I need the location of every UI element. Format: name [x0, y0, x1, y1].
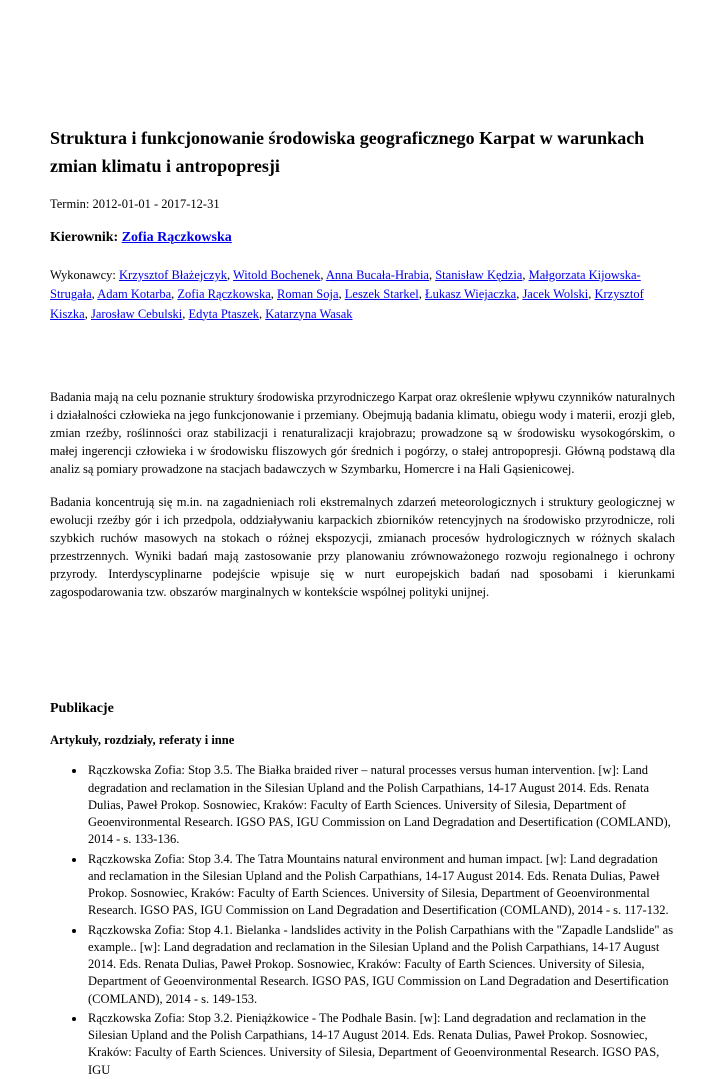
wykonawca-link[interactable]: Anna Bucała-Hrabia: [325, 267, 429, 282]
kierownik-link[interactable]: Zofia Rączkowska: [121, 229, 232, 245]
publication-item: • Rączkowska Zofia: Stop 4.1. Bielanka - landslides activity in the Polish Carpathians with the "Zapadle Landslide" as example.. [w]: Land degradation and reclamation in the Silesian Upland and the Polish Carpathians, 14-17 August 2014. Eds. Renata Dulias, Paweł Prokop. Sosnowiec, Kraków: Faculty of Earth Sciences. University of Silesia, Department of Geoenvironmental Research. IGSO PAS, IGU Commission on Land Degradation and Desertification (COMLAND), 2014 - s. 149-153.: [86, 922, 675, 1008]
wykonawcy-label: Wykonawcy:: [50, 267, 116, 282]
publikacje-heading: Publikacje: [50, 701, 114, 717]
description-paragraph-2: Badania koncentrują się m.in. na zagadnieniach roli ekstremalnych zdarzeń meteorologicznych i struktury geologicznej w ewolucji rzeźby gór i ich przedpola, oddziaływaniu karpackich zbiorników retencyjnych na środowisko przyrodnicze, roli szybkich ruchów masowych na stokach o różnej ekspozycji, zmianach procesów hydrologicznych w różnych skalach przestrzennych. Wyniki badań mają zastosowanie przy planowaniu zrównoważonego rozwoju regionalnego i ochrony przyrody. Interdyscyplinarne podejście wpisuje się w nurt europejskich badań nad sposobami i kierunkami zagospodarowania tzw. obszarów marginalnych w kontekście wspólnej polityki unijnej.: [50, 494, 675, 600]
wykonawca-link[interactable]: Katarzyna Wasak: [265, 306, 353, 321]
publication-item: • Rączkowska Zofia: Stop 3.4. The Tatra Mountains natural environment and human impact. [w]: Land degradation and reclamation in the Silesian Upland and the Polish Carpathians, 14-17 August 2014. Eds. Renata Dulias, Paweł Prokop. Sosnowiec, Kraków: Faculty of Earth Sciences. University of Silesia, Department of Geoenvironmental Research. IGSO PAS, IGU Commission on Land Degradation and Desertification (COMLAND), 2014 - s. 117-132.: [86, 851, 675, 920]
wykonawca-link[interactable]: Roman Soja: [277, 287, 339, 302]
wykonawca-link[interactable]: Adam Kotarba: [97, 287, 172, 302]
publication-item: • Rączkowska Zofia: Stop 3.2. Pieniążkowice - The Podhale Basin. [w]: Land degradation and reclamation in the Silesian Upland and the Polish Carpathians, 14-17 August 2014. Eds. Renata Dulias, Paweł Prokop. Sosnowiec, Kraków: Faculty of Earth Sciences. University of Silesia, Department of Geoenvironmental Research. IGSO PAS, IGU: [86, 1010, 675, 1079]
wykonawca-link[interactable]: Krzysztof Błażejczyk: [119, 267, 227, 282]
wykonawca-link[interactable]: Małgorzata Kijowska-Strugała: [50, 267, 641, 302]
wykonawca-link[interactable]: Jarosław Cebulski: [90, 306, 183, 321]
wykonawca-link[interactable]: Krzysztof Kiszka: [50, 287, 644, 321]
termin-label: Termin:: [50, 196, 90, 211]
wykonawca-link[interactable]: Witold Bochenek: [233, 267, 321, 282]
publication-list: [70, 762, 675, 1079]
wykonawca-link[interactable]: Stanisław Kędzia: [435, 267, 523, 282]
wykonawca-link[interactable]: Leszek Starkel: [344, 287, 419, 302]
wykonawca-link[interactable]: Zofia Rączkowska: [177, 287, 271, 302]
kierownik-label: Kierownik:: [50, 229, 119, 245]
wykonawcy-line: [50, 266, 675, 324]
artykuly-heading: Artykuły, rozdziały, referaty i inne: [50, 733, 235, 748]
termin-line: [50, 197, 675, 212]
publication-item: • Rączkowska Zofia: Stop 3.5. The Białka braided river – natural processes versus human intervention. [w]: Land degradation and reclamation in the Silesian Upland and the Polish Carpathians, 14-17 August 2014. Eds. Renata Dulias, Paweł Prokop. Sosnowiec, Kraków: Faculty of Earth Sciences. University of Silesia, Department of Geoenvironmental Research. IGSO PAS, IGU Commission on Land Degradation and Desertification (COMLAND), 2014 - s. 133-136.: [86, 762, 675, 848]
wykonawca-link[interactable]: Edyta Ptaszek: [188, 306, 259, 321]
page-title: Struktura i funkcjonowanie środowiska geograficznego Karpat w warunkach zmian klimatu i antropopresji: [50, 128, 645, 176]
wykonawcy-links: Krzysztof Błażejczyk, Witold Bochenek, Anna Bucała-Hrabia, Stanisław Kędzia, Małgorzata Kijowska-Strugała, Adam Kotarba, Zofia Rączkowska, Roman Soja, Leszek Starkel, Łukasz Wiejaczka, Jacek Wolski, Krzysztof Kiszka, Jarosław Cebulski, Edyta Ptaszek, Katarzyna Wasak: [50, 267, 644, 321]
kierownik-line: [50, 230, 675, 246]
description-paragraph-1: Badania mają na celu poznanie struktury środowiska przyrodniczego Karpat oraz określenie wpływu czynników naturalnych i działalności człowieka na jego funkcjonowanie i przemiany. Obejmują badania klimatu, obiegu wody i materii, erozji gleb, zmian rzeźby, roślinności oraz stabilizacji i renaturalizacji krajobrazu; prowadzone są w środowisku wysokogórskim, o małej ingerencji człowieka i w środowisku fliszowych gór średnich i pogórzy, o stałej antropopresji. Główną podstawą dla analiz są pomiary prowadzone na stacjach badawczych w Szymbarku, Homercre i na Hali Gąsienicowej.: [50, 389, 675, 477]
termin-value: 2012-01-01 - 2017-12-31: [92, 196, 220, 211]
project-description: [50, 388, 675, 601]
wykonawca-link[interactable]: Łukasz Wiejaczka: [424, 287, 517, 302]
wykonawca-link[interactable]: Jacek Wolski: [522, 287, 589, 302]
